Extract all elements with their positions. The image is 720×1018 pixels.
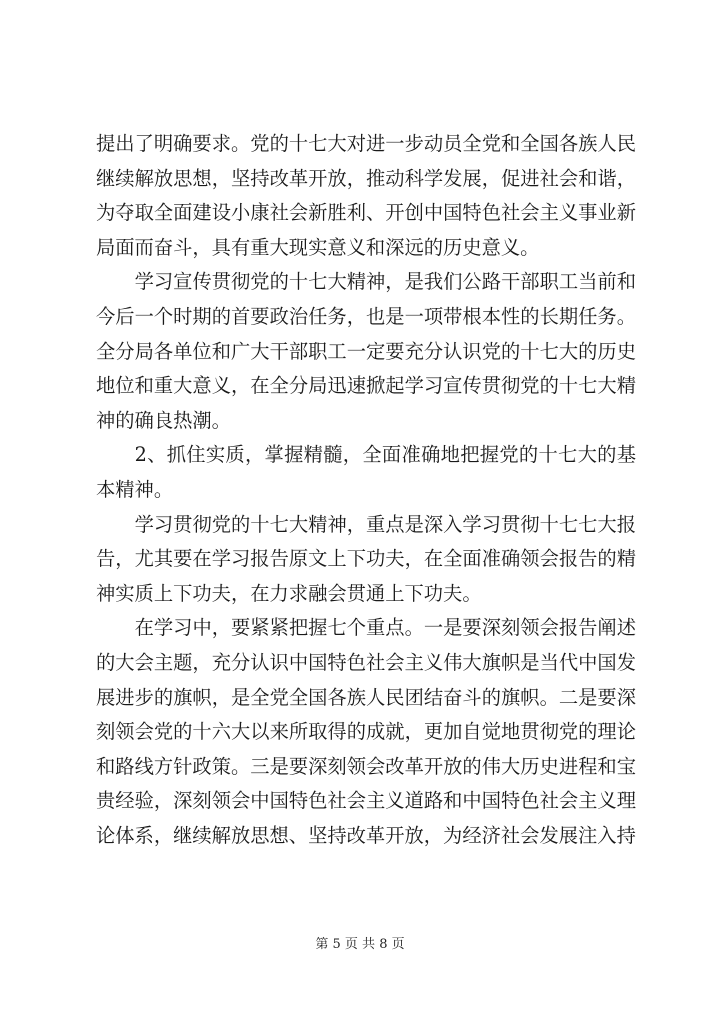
paragraph-study-task: 学习宣传贯彻党的十七大精神，是我们公路干部职工当前和今后一个时期的首要政治任务，也是一项带根本性的长期任务。全分局各单位和广大干部职工一定要充分认识党的十七大的历史地位和重大意义，在全分局迅速掀起学习宣传贯彻党的十七大精神的确良热潮。: [96, 270, 636, 432]
page-number-footer: 第 5 页 共 8 页: [315, 937, 405, 952]
section-heading-2: 2、抓住实质，掌握精髓，全面准确地把握党的十七大的基本精神。: [96, 443, 636, 501]
paragraph-study-report: 学习贯彻党的十七大精神，重点是深入学习贯彻十七七大报告，尤其要在学习报告原文上下功夫，在全面准确领会报告的精神实质上下功夫，在力求融会贯通上下功夫。: [96, 512, 636, 605]
paragraph-seven-points: 在学习中，要紧紧把握七个重点。一是要深刻领会报告阐述的大会主题，充分认识中国特色社会主义伟大旗帜是当代中国发展进步的旗帜，是全党全国各族人民团结奋斗的旗帜。二是要深刻领会党的十六大以来所取得的成就，更加自觉地贯彻党的理论和路线方针政策。三是要深刻领会改革开放的伟大历史进程和宝贵经验，深刻领会中国特色社会主义道路和中国特色社会主义理论体系，继续解放思想、坚持改革开放，为经济社会发展注入持: [96, 616, 636, 847]
document-body: [96, 127, 636, 853]
paragraph-continued: 提出了明确要求。党的十七大对进一步动员全党和全国各族人民继续解放思想，坚持改革开放，推动科学发展，促进社会和谐，为夺取全面建设小康社会新胜利、开创中国特色社会主义事业新局面而奋斗，具有重大现实意义和深远的历史意义。: [96, 132, 636, 259]
